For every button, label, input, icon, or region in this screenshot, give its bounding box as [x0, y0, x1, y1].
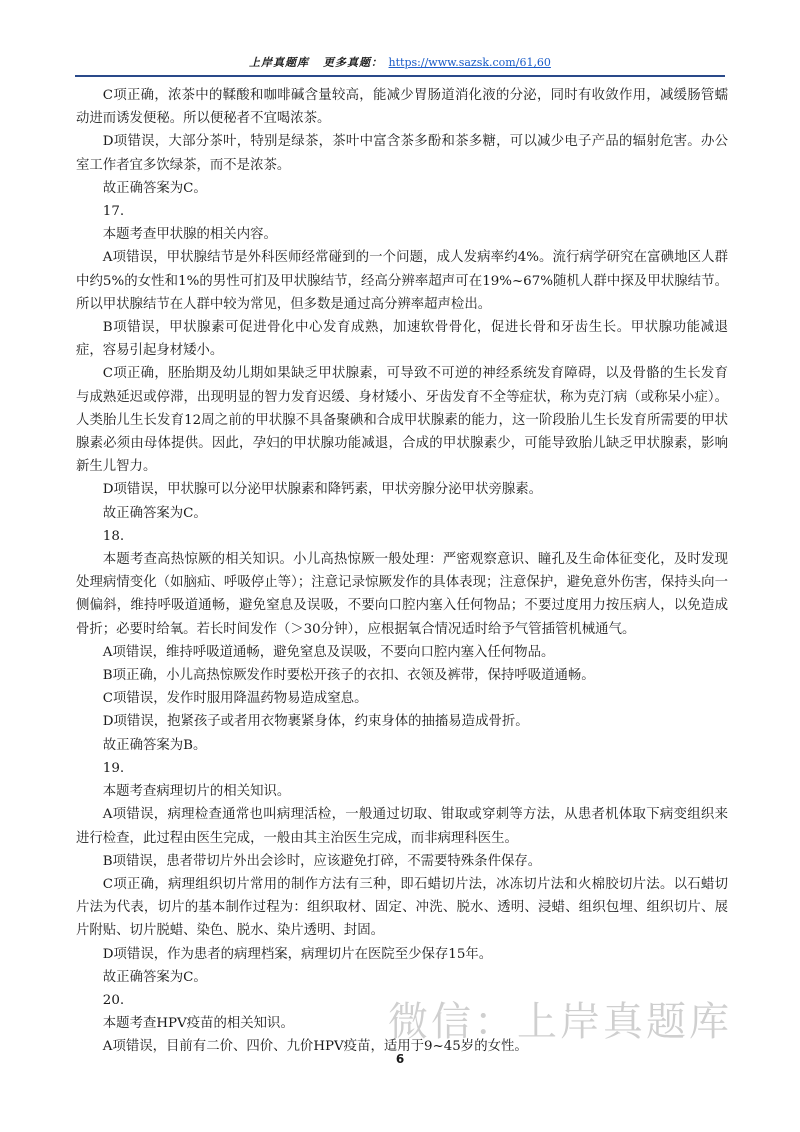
header-brand: 上岸真题库: [249, 56, 310, 69]
page-content: [76, 84, 728, 1059]
paragraph: B项正确，小儿高热惊厥发作时要松开孩子的衣扣、衣领及裤带，保持呼吸道通畅。: [102, 668, 595, 684]
paragraph: 本题考查甲状腺的相关内容。: [102, 227, 277, 243]
paragraph: B项错误，患者带切片外出会诊时，应该避免打碎，不需要特殊条件保存。: [102, 853, 542, 869]
paragraph: D项错误，作为患者的病理档案，病理切片在医院至少保存15年。: [102, 946, 493, 962]
header-divider: [75, 75, 725, 77]
header-label: 更多真题：: [323, 56, 384, 69]
paragraph: 本题考查病理切片的相关知识。: [102, 784, 291, 800]
paragraph: 故正确答案为C。: [102, 505, 207, 521]
question-number: 20.: [102, 992, 125, 1008]
paragraph: C项正确，浓茶中的鞣酸和咖啡碱含量较高，能减少胃肠道消化液的分泌，同时有收敛作用，减缓肠管蠕动进而诱发便秘。所以便秘者不宜喝浓茶。: [76, 88, 728, 127]
paragraph: 故正确答案为B。: [102, 737, 207, 753]
question-number: 19.: [102, 760, 125, 776]
watermark-text: 微信：上岸真题库: [388, 999, 732, 1045]
question-number: 18.: [102, 528, 125, 544]
paragraph: B项错误，甲状腺素可促进骨化中心发育成熟，加速软骨骨化，促进长骨和牙齿生长。甲状腺功能减退症，容易引起身材矮小。: [76, 320, 728, 359]
paragraph: A项错误，维持呼吸道通畅，避免窒息及误吸，不要向口腔内塞入任何物品。: [102, 644, 555, 660]
paragraph: 故正确答案为C。: [102, 969, 207, 985]
paragraph: A项错误，目前有二价、四价、九价HPV疫苗，适用于9~45岁的女性。: [102, 1039, 528, 1055]
header-url-link[interactable]: https://www.sazsk.com/61,60: [388, 56, 551, 69]
paragraph: D项错误，甲状腺可以分泌甲状腺素和降钙素，甲状旁腺分泌甲状旁腺素。: [102, 482, 543, 498]
question-number: 17.: [102, 204, 125, 220]
paragraph: 故正确答案为C。: [102, 180, 207, 196]
paragraph: A项错误，病理检查通常也叫病理活检，一般通过切取、钳取或穿刺等方法，从患者机体取下病变组织来进行检查，此过程由医生完成，一般由其主治医生完成，而非病理科医生。: [76, 807, 728, 846]
paragraph: C项正确，病理组织切片常用的制作方法有三种，即石蜡切片法，冰冻切片法和火棉胶切片法。以石蜡切片法为代表，切片的基本制作过程为：组织取材、固定、冲洗、脱水、透明、浸蜡、组织包埋、组织切片、展片附贴、切片脱蜡、染色、脱水、染片透明、封固。: [76, 876, 728, 939]
paragraph: 本题考查HPV疫苗的相关知识。: [102, 1016, 294, 1032]
page-header: [0, 56, 800, 70]
paragraph: 本题考查高热惊厥的相关知识。小儿高热惊厥一般处理：严密观察意识、瞳孔及生命体征变化，及时发现处理病情变化（如脑疝、呼吸停止等）；注意记录惊厥发作的具体表现；注意保护，避免意外伤害，保持头向一侧偏斜，维持呼吸道通畅，避免窒息及误吸，不要向口腔内塞入任何物品；不要过度用力按压病人，以免造成骨折；必要时给氧。若长时间发作（＞30分钟），应根据氧合情况适时给予气管插管机械通气。: [76, 552, 728, 637]
paragraph: D项错误，抱紧孩子或者用衣物裹紧身体，约束身体的抽搐易造成骨折。: [102, 714, 529, 730]
page-number: 6: [395, 1052, 405, 1066]
paragraph: C项错误，发作时服用降温药物易造成窒息。: [102, 691, 368, 707]
paragraph: D项错误，大部分茶叶，特别是绿茶，茶叶中富含茶多酚和茶多糖，可以减少电子产品的辐射危害。办公室工作者宜多饮绿茶，而不是浓茶。: [76, 134, 728, 173]
paragraph: A项错误，甲状腺结节是外科医师经常碰到的一个问题，成人发病率约4%。流行病学研究在富碘地区人群中约5%的女性和1%的男性可扪及甲状腺结节，经高分辨率超声可在19%~67%随机人群中探及甲状腺结节。所以甲状腺结节在人群中较为常见，但多数是通过高分辨率超声检出。: [76, 250, 728, 312]
paragraph: C项正确，胚胎期及幼儿期如果缺乏甲状腺素，可导致不可逆的神经系统发育障碍，以及骨骼的生长发育与成熟延迟或停滞，出现明显的智力发育迟缓、身材矮小、牙齿发育不全等症状，称为克汀病（或称呆小症）。人类胎儿生长发育12周之前的甲状腺不具备聚碘和合成甲状腺素的能力，这一阶段胎儿生长发育所需要的甲状腺素必须由母体提供。因此，孕妇的甲状腺功能减退，合成的甲状腺素少，可能导致胎儿缺乏甲状腺素，影响新生儿智力。: [76, 366, 728, 475]
